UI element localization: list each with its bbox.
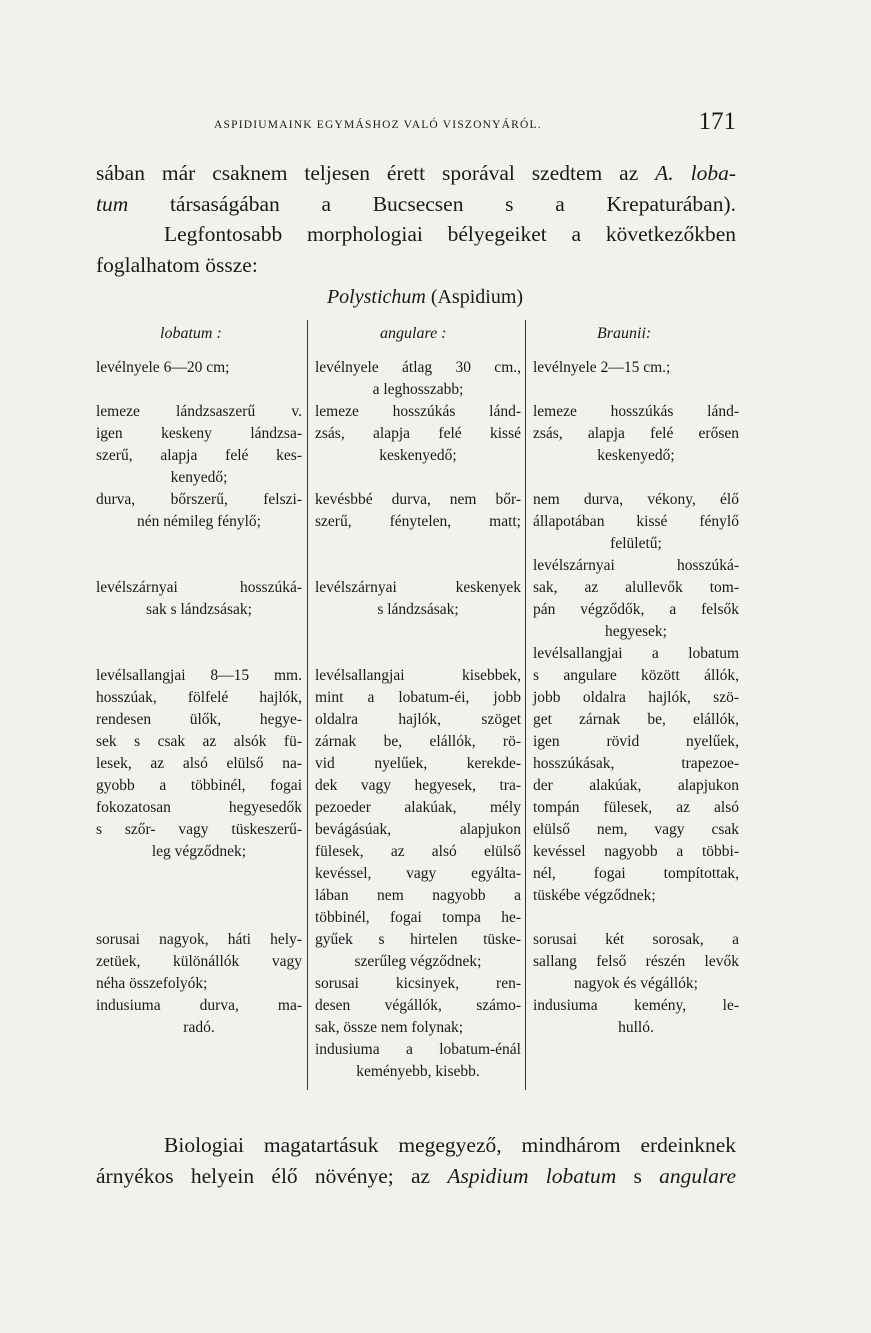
- table-line: [96, 555, 302, 577]
- table-line: levélszárnyai keskenyek: [315, 579, 521, 596]
- table-line: sak, az alullevők tom-: [533, 579, 739, 596]
- text-span: társaságában a Bucsecsen s a Krepaturában).: [128, 191, 736, 216]
- table-line: keményebb, kisebb.: [356, 1063, 480, 1080]
- table-line: nén némileg fénylő;: [137, 513, 261, 530]
- table-line: get zárnak be, elállók,: [533, 711, 739, 728]
- table-line: felületű;: [610, 535, 662, 552]
- table-line: [315, 555, 521, 577]
- table-line: s angulare között állók,: [533, 667, 739, 684]
- table-line: elülső nem, vagy csak: [533, 821, 739, 838]
- genus-name: Polystichum: [326, 286, 426, 308]
- intro-paragraph: [96, 158, 736, 280]
- table-line: sallang felső részén levők: [533, 953, 739, 970]
- table-line: nem durva, vékony, élő: [533, 491, 739, 508]
- taxon-name: angulare: [659, 1163, 736, 1188]
- text-span: s: [616, 1163, 660, 1188]
- table-line: kevéssel, vagy egyálta-: [315, 865, 521, 882]
- table-line: sorusai két sorosak, a: [533, 931, 739, 948]
- table-line: fokozatosan hegyesedők: [96, 799, 302, 816]
- column-braunii: [533, 357, 739, 1039]
- table-line: levélsallangjai 8—15 mm.: [96, 667, 302, 684]
- table-line: zetüek, különállók vagy: [96, 953, 302, 970]
- text-line: Legfontosabb morphologiai bélyegeiket a következőkben: [164, 222, 736, 246]
- table-line: gyűek s hirtelen tüske-: [315, 931, 521, 948]
- table-line: levélszárnyai hosszúká-: [96, 579, 302, 596]
- closing-paragraph: [96, 1130, 736, 1191]
- table-line: der alakúak, alapjukon: [533, 777, 739, 794]
- taxon-name: tum: [96, 191, 129, 216]
- table-line: [533, 467, 739, 489]
- table-line: levélnyele 6—20 cm;: [96, 359, 230, 376]
- table-line: jobb oldalra hajlók, szö-: [533, 689, 739, 706]
- column-angulare: [315, 357, 521, 1083]
- table-line: lában nem nagyobb a: [315, 887, 521, 904]
- table-line: lemeze lándzsaszerű v.: [96, 403, 302, 420]
- table-line: néha összefolyók;: [96, 975, 208, 992]
- table-line: kenyedő;: [170, 469, 228, 486]
- column-divider: [307, 320, 308, 1090]
- table-line: [96, 643, 302, 665]
- table-line: keskenyedő;: [379, 447, 457, 464]
- table-line: levélszárnyai hosszúká-: [533, 557, 739, 574]
- genus-synonym: (Aspidium): [425, 286, 524, 308]
- table-line: s lándzsásak;: [377, 601, 459, 618]
- table-line: indusiuma kemény, le-: [533, 997, 739, 1014]
- table-line: nagyok és végállók;: [574, 975, 698, 992]
- table-line: hosszúkásak, trapezoe-: [533, 755, 739, 772]
- table-line: szerű, alapja felé kes-: [96, 447, 302, 464]
- table-line: állapotában kissé fénylő: [533, 513, 739, 530]
- table-line: rendesen ülők, hegye-: [96, 711, 302, 728]
- table-line: tüskébe végződnek;: [533, 887, 656, 904]
- text-line: Biologiai magatartásuk megegyező, mindhárom erdeinknek: [164, 1133, 736, 1157]
- table-line: szerűleg végződnek;: [354, 953, 482, 970]
- table-line: desen végállók, számo-: [315, 997, 521, 1014]
- text-span: sában már csaknem teljesen érett sporával szedtem az: [96, 161, 656, 185]
- text-line: [96, 158, 736, 189]
- table-title: [300, 286, 550, 309]
- table-line: sek s csak az alsók fü-: [96, 733, 302, 750]
- table-line: [96, 885, 302, 907]
- text-span: árnyékos helyein élő növénye; az: [96, 1163, 448, 1188]
- table-line: gyobb a többinél, fogai: [96, 777, 302, 794]
- table-line: levélnyele átlag 30 cm.,: [315, 359, 521, 376]
- table-line: lesek, az alsó elülső na-: [96, 755, 302, 772]
- table-line: szerű, fénytelen, matt;: [315, 513, 521, 530]
- text-line: [96, 1161, 736, 1192]
- table-line: sorusai nagyok, háti hely-: [96, 931, 302, 948]
- table-line: [96, 907, 302, 929]
- table-line: levélsallangjai a lobatum: [533, 645, 739, 662]
- table-line: a leghosszabb;: [372, 381, 464, 398]
- table-line: durva, bőrszerű, felszi-: [96, 491, 302, 508]
- table-line: kevésbbé durva, nem bőr-: [315, 491, 521, 508]
- table-line: indusiuma durva, ma-: [96, 997, 302, 1014]
- table-line: [533, 907, 739, 929]
- table-line: igen keskeny lándzsa-: [96, 425, 302, 442]
- column-heading-lobatum: lobatum :: [160, 325, 222, 342]
- table-line: keskenyedő;: [597, 447, 675, 464]
- table-line: sak, össze nem folynak;: [315, 1019, 464, 1036]
- table-line: bevágásúak, alapjukon: [315, 821, 521, 838]
- table-line: [533, 379, 739, 401]
- running-header: [96, 108, 736, 138]
- table-line: sak s lándzsásak;: [146, 601, 252, 618]
- table-line: hulló.: [618, 1019, 654, 1036]
- taxon-name: A. loba-: [655, 161, 736, 185]
- table-line: igen rövid nyelűek,: [533, 733, 739, 750]
- column-heading-braunii: Braunii:: [597, 325, 652, 342]
- table-line: kevéssel nagyobb a többi-: [533, 843, 739, 860]
- table-line: hosszúak, fölfelé hajlók,: [96, 689, 302, 706]
- table-line: sorusai kicsinyek, ren-: [315, 975, 521, 992]
- running-title: ASPIDIUMAINK EGYMÁSHOZ VALÓ VISZONYÁRÓL.: [214, 119, 542, 131]
- table-line: mint a lobatum-éi, jobb: [315, 689, 521, 706]
- table-line: fülesek, az alsó elülső: [315, 843, 521, 860]
- page-number: 171: [698, 108, 736, 135]
- table-line: oldalra hajlók, szöget: [315, 711, 521, 728]
- table-line: tompán fülesek, az alsó: [533, 799, 739, 816]
- table-line: többinél, fogai tompa he-: [315, 909, 521, 926]
- table-line: levélsallangjai kisebbek,: [315, 667, 521, 684]
- table-line: pán végződők, a felsők: [533, 601, 739, 618]
- table-line: zsás, alapja felé kissé: [315, 425, 521, 442]
- table-line: dek vagy hegyesek, tra-: [315, 777, 521, 794]
- table-line: [315, 467, 521, 489]
- table-line: radó.: [183, 1019, 215, 1036]
- table-line: [315, 533, 521, 555]
- table-line: zárnak be, elállók, rö-: [315, 733, 521, 750]
- column-heading-angulare: angulare :: [380, 325, 447, 342]
- table-line: levélnyele 2—15 cm.;: [533, 359, 671, 376]
- table-line: [96, 621, 302, 643]
- table-line: indusiuma a lobatum-énál: [315, 1041, 521, 1058]
- table-line: pezoeder alakúak, mély: [315, 799, 521, 816]
- table-line: s szőr- vagy tüskeszerű-: [96, 821, 302, 838]
- table-line: [96, 863, 302, 885]
- table-line: [315, 643, 521, 665]
- text-line: [96, 189, 736, 220]
- table-line: [96, 533, 302, 555]
- table-line: nél, fogai tompítottak,: [533, 865, 739, 882]
- table-line: vid nyelűek, kerekde-: [315, 755, 521, 772]
- table-line: [315, 621, 521, 643]
- table-line: leg végződnek;: [151, 843, 247, 860]
- table-line: hegyesek;: [605, 623, 667, 640]
- table-line: zsás, alapja felé erősen: [533, 425, 739, 442]
- column-lobatum: [96, 357, 302, 1039]
- column-divider: [525, 320, 526, 1090]
- table-line: [96, 379, 302, 401]
- table-line: lemeze hosszúkás lánd-: [533, 403, 739, 420]
- taxon-name: Aspidium lobatum: [447, 1163, 617, 1188]
- text-line: foglalhatom össze:: [96, 252, 258, 277]
- table-line: lemeze hosszúkás lánd-: [315, 403, 521, 420]
